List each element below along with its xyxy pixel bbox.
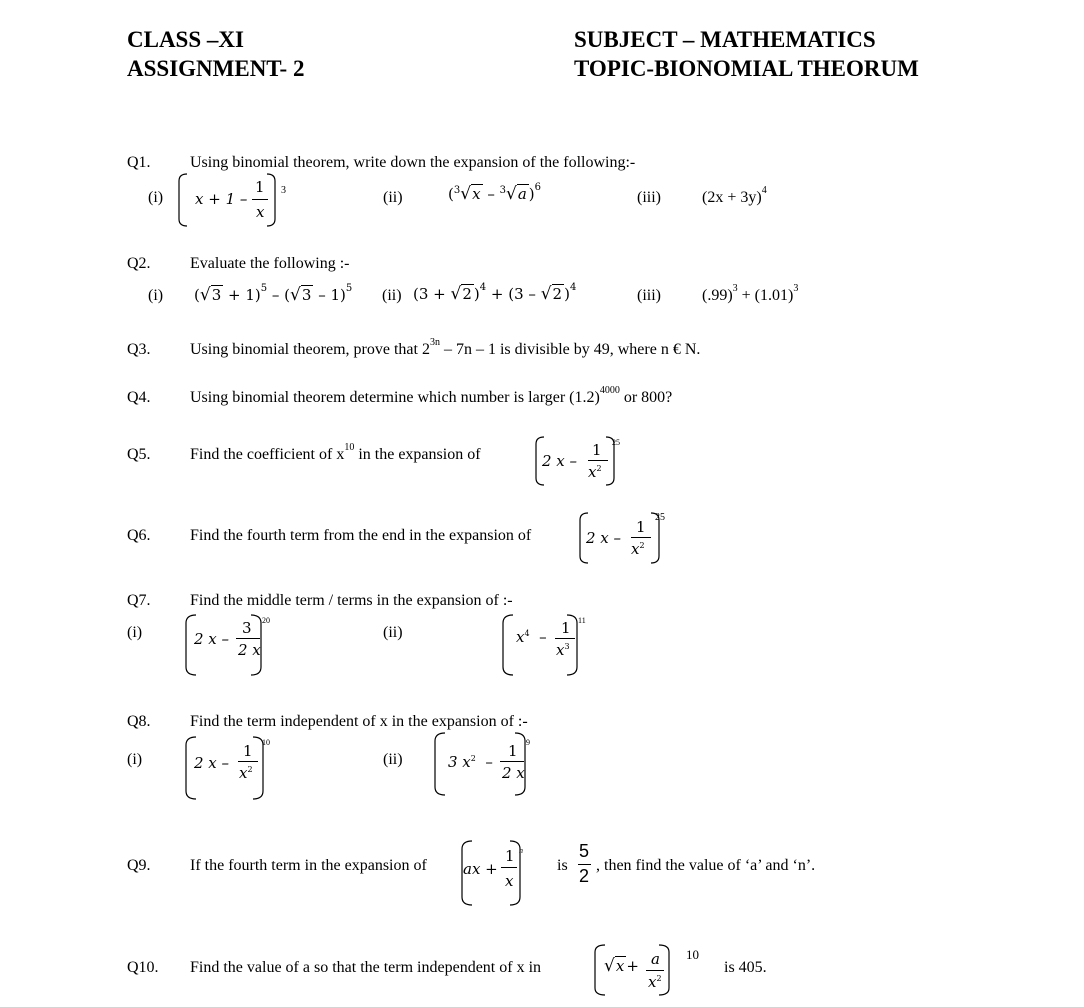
- q9-text-is: is: [557, 857, 568, 874]
- q2-number: Q2.: [127, 255, 151, 272]
- q1-part-iii: (iii): [637, 189, 661, 206]
- q7-part-ii: (ii): [383, 624, 403, 641]
- class-label: CLASS –XI: [127, 27, 244, 52]
- q2-part-ii: (ii): [382, 287, 402, 304]
- fraction-numerator: 1: [255, 178, 265, 196]
- q1-text: Using binomial theorem, write down the expansion of the following:-: [190, 154, 636, 171]
- q7-number: Q7.: [127, 592, 151, 609]
- q8-number: Q8.: [127, 713, 151, 730]
- exponent: 3: [281, 185, 286, 196]
- q8-part-ii: (ii): [383, 751, 403, 768]
- q7-part-i: (i): [127, 624, 143, 641]
- q10-text-pre: Find the value of a so that the term independent of x in: [190, 959, 542, 976]
- q6-text: Find the fourth term from the end in the expansion of: [190, 527, 532, 544]
- q2-i-expression: $(√3 + 1)^5 - (√3 - 1)^5$: [194, 283, 353, 305]
- q2-ii-expression: (3 + √2 )$^4$ + (3 – √2 )$^4$: [413, 282, 577, 304]
- assignment-label: ASSIGNMENT- 2: [127, 56, 305, 81]
- q6-number: Q6.: [127, 527, 151, 544]
- q4-number: Q4.: [127, 389, 151, 406]
- q10-number: Q10.: [127, 959, 159, 976]
- q8-text: Find the term independent of x in the expansion of :-: [190, 713, 528, 730]
- q2-iii-expression: $(.99)^3 + (1.01)^3$: [702, 283, 799, 304]
- q1-part-i: (i): [148, 189, 164, 206]
- q10-text-post: is 405.: [724, 959, 767, 976]
- q1-part-ii: (ii): [383, 189, 403, 206]
- right-paren: [266, 173, 276, 227]
- q7-text: Find the middle term / terms in the expansion of :-: [190, 592, 513, 609]
- q5-text: Find the coefficient of $x^{10}$ in the expansion of: [190, 442, 481, 463]
- q9-number: Q9.: [127, 857, 151, 874]
- fraction-denominator: x: [256, 203, 265, 221]
- q4-text: Using binomial theorem determine which number is larger $(1.2)^{4000}$ or 800?: [190, 385, 673, 406]
- q2-part-iii: (iii): [637, 287, 661, 304]
- subject-label: SUBJECT – MATHEMATICS: [574, 27, 876, 52]
- q3-number: Q3.: [127, 341, 151, 358]
- q1-iii-expression: $(2x + 3y)^4$: [702, 185, 767, 206]
- q1-ii-expression: ($^3$√x – $^3$√a )$^6$: [448, 182, 541, 204]
- q9-text-post: , then find the value of ‘a’ and ‘n’.: [596, 857, 816, 874]
- left-paren: [178, 173, 188, 227]
- q5-number: Q5.: [127, 446, 151, 463]
- q2-part-i: (i): [148, 287, 164, 304]
- q2-text: Evaluate the following :-: [190, 255, 350, 272]
- q9-text-pre: If the fourth term in the expansion of: [190, 857, 427, 874]
- q8-part-i: (i): [127, 751, 143, 768]
- q3-text: Using binomial theorem, prove that $2^{3n} - 7n - 1$ is divisible by 49, where n € N.: [190, 337, 701, 358]
- topic-label: TOPIC-BIONOMIAL THEORUM: [574, 56, 919, 81]
- q1-number: Q1.: [127, 154, 151, 171]
